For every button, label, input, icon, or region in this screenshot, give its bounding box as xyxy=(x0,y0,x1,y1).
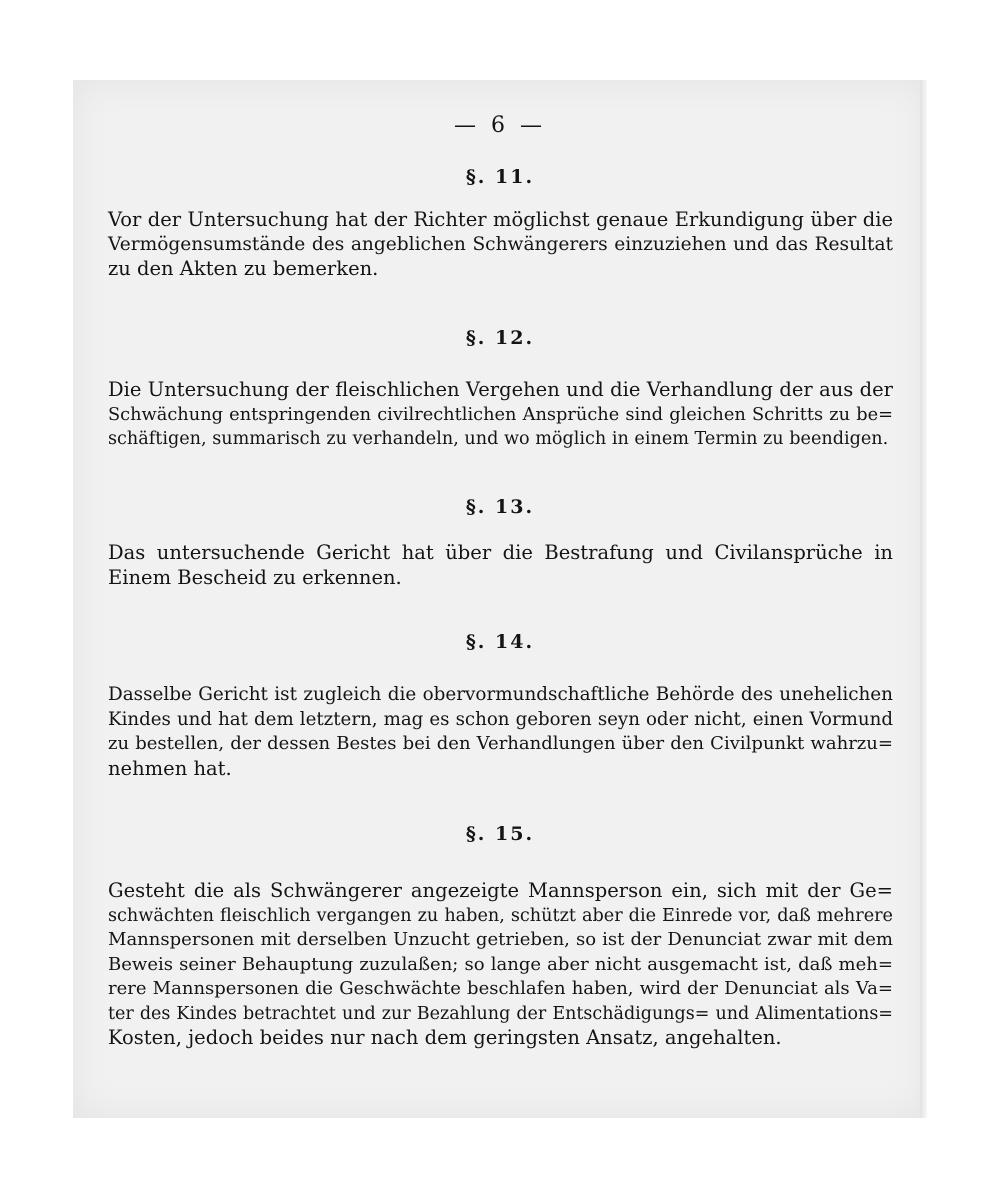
paragraph-line: Dasselbe Gericht ist zugleich die obervormundschaftliche Behörde des unehelichen xyxy=(108,684,893,705)
page-number: — 6 — xyxy=(454,113,546,138)
paragraph-line: Schwächung entspringenden civilrechtlichen Ansprüche sind gleichen Schritts zu be= xyxy=(108,404,893,425)
paragraph-line: nehmen hat. xyxy=(108,756,232,780)
section-heading-15: §. 15. xyxy=(465,823,535,845)
scan-edge xyxy=(920,80,927,1118)
paragraph-line: zu den Akten zu bemerken. xyxy=(108,257,379,280)
section-paragraph-15 xyxy=(108,879,893,1051)
paragraph-line: Das untersuchende Gericht hat über die Bestrafung und Civilansprüche in xyxy=(108,541,893,564)
section-paragraph-11 xyxy=(108,208,893,282)
paragraph-line: zu bestellen, der dessen Bestes bei den Verhandlungen über den Civilpunkt wahrzu= xyxy=(108,733,893,754)
paragraph-line: Die Untersuchung der fleischlichen Vergehen und die Verhandlung der aus der xyxy=(108,378,893,401)
section-heading-14: §. 14. xyxy=(465,631,535,653)
paragraph-line: Kindes und hat dem letztern, mag es schon geboren seyn oder nicht, einen Vormund xyxy=(108,708,893,730)
section-paragraph-13 xyxy=(108,541,893,590)
paragraph-line: rere Mannspersonen die Geschwächte beschlafen haben, wird der Denunciat als Va= xyxy=(108,978,893,999)
paragraph-line: Mannspersonen mit derselben Unzucht getrieben, so ist der Denunciat zwar mit dem xyxy=(108,929,893,950)
paragraph-line: Kosten, jedoch beides nur nach dem geringsten Ansatz, angehalten. xyxy=(108,1026,782,1049)
paragraph-line: Beweis seiner Behauptung zuzulaßen; so lange aber nicht ausgemacht ist, daß meh= xyxy=(108,953,893,975)
section-paragraph-14 xyxy=(108,683,893,781)
paragraph-line: schäftigen, summarisch zu verhandeln, und wo möglich in einem Termin zu beendigen. xyxy=(108,429,889,449)
paragraph-line: Vor der Untersuchung hat der Richter möglichst genaue Erkundigung über die xyxy=(108,208,893,231)
section-heading-13: §. 13. xyxy=(465,496,535,518)
paragraph-line: Einem Bescheid zu erkennen. xyxy=(108,565,402,589)
section-heading-11: §. 11. xyxy=(465,166,535,188)
paragraph-line: schwächten fleischlich vergangen zu haben, schützt aber die Einrede vor, daß mehrere xyxy=(108,905,893,926)
section-paragraph-12 xyxy=(108,378,893,452)
section-heading-12: §. 12. xyxy=(465,327,535,349)
paragraph-line: Gesteht die als Schwängerer angezeigte Mannsperson ein, sich mit der Ge= xyxy=(108,879,893,902)
paragraph-line: ter des Kindes betrachtet und zur Bezahlung der Entschädigungs= und Alimentations= xyxy=(108,1003,893,1024)
paragraph-line: Vermögensumstände des angeblichen Schwängerers einzuziehen und das Resultat xyxy=(108,233,893,255)
